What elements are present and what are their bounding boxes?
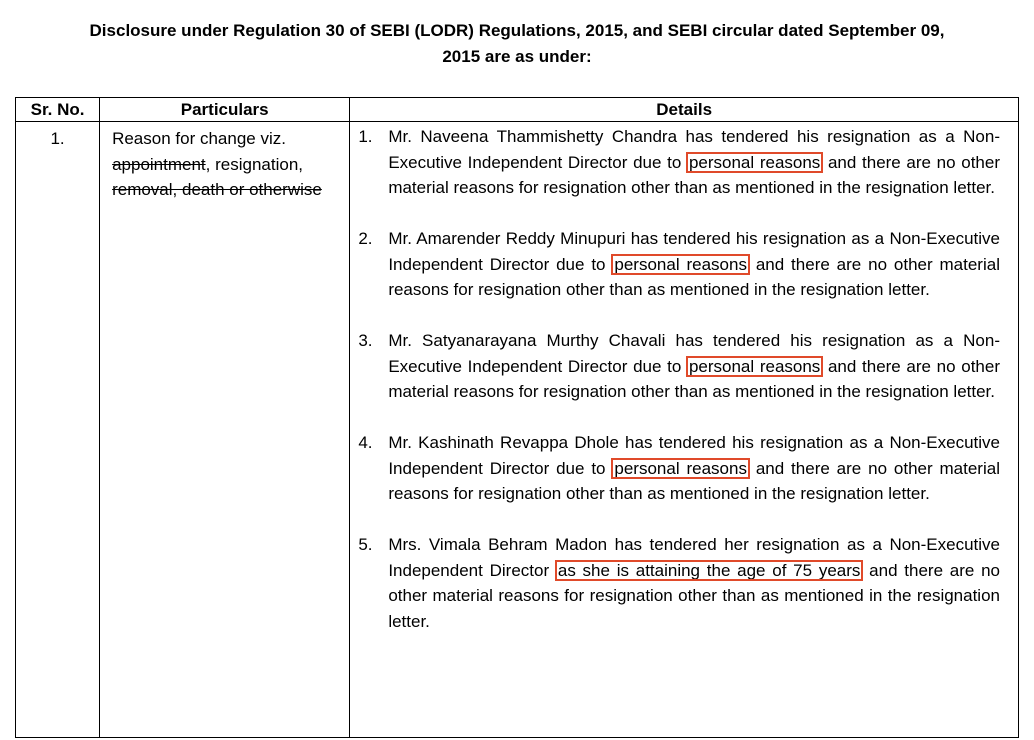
item-text-post: and there are no other material reasons for resignation other than as mentioned in the resignation letter. [388,254,1000,299]
document-title: Disclosure under Regulation 30 of SEBI (LODR) Regulations, 2015, and SEBI circular dated September 09, 2015 are as under: [89,21,945,66]
item-text [388,328,1000,405]
list-item [358,328,1000,405]
list-item [358,430,1000,507]
header-particulars: Particulars [100,98,350,122]
item-text-pre: Mr. Naveena Thammishetty Chandra has tendered his resignation as a Non-Executive Independent Director due to [388,127,1000,172]
item-number: 1. [358,127,373,146]
highlight-box: personal reasons [614,254,747,274]
item-text-post: and there are no other material reasons for resignation other than as mentioned in the resignation letter. [388,458,1000,503]
list-item [358,532,1000,634]
resignation-list [350,122,1018,634]
list-item [358,226,1000,303]
item-text [388,226,1000,303]
item-number: 5. [358,535,373,554]
item-text [388,124,1000,201]
item-number: 2. [358,229,373,248]
table-row [16,122,1019,738]
disclosure-table [15,97,1019,738]
item-number: 4. [358,433,373,452]
item-text [388,532,1000,634]
item-text-pre: Mr. Kashinath Revappa Dhole has tendered his resignation as a Non-Executive Independent Director due to [388,433,1000,478]
item-text-post: and there are no other material reasons for resignation other than as mentioned in the resignation letter. [388,356,1000,401]
struck-removal-death-otherwise: removal, death or otherwise [112,180,322,199]
table-header-row [16,98,1019,122]
particulars-line1: Reason for change viz. [112,129,286,148]
item-text-post: and there are no other material reasons for resignation other than as mentioned in the resignation letter. [388,152,1000,197]
particulars-resignation: , resignation, [205,154,303,174]
item-text-pre: Mr. Satyanarayana Murthy Chavali has tendered his resignation as a Non-Executive Independent Director due to [388,331,1000,376]
item-text-pre: Mrs. Vimala Behram Madon has tendered her resignation as a Non-Executive Independent Director [388,535,1000,580]
item-text-post: and there are no other material reasons for resignation other than as mentioned in the resignation letter. [388,560,1001,631]
item-text-pre: Mr. Amarender Reddy Minupuri has tendered his resignation as a Non-Executive Independent Director due to [388,229,1000,274]
sr-no-cell: 1. [16,122,100,738]
item-number: 3. [358,331,373,350]
header-sr-no: Sr. No. [16,98,100,122]
header-details: Details [350,98,1019,122]
list-item [358,124,1000,201]
struck-appointment: appointment [112,154,206,174]
highlight-box: personal reasons [614,458,747,478]
highlight-box: personal reasons [688,356,821,376]
details-cell [350,122,1019,738]
particulars-cell [100,122,350,738]
highlight-box: personal reasons [688,152,821,172]
highlight-box: as she is attaining the age of 75 years [557,560,861,580]
item-text [388,430,1000,507]
